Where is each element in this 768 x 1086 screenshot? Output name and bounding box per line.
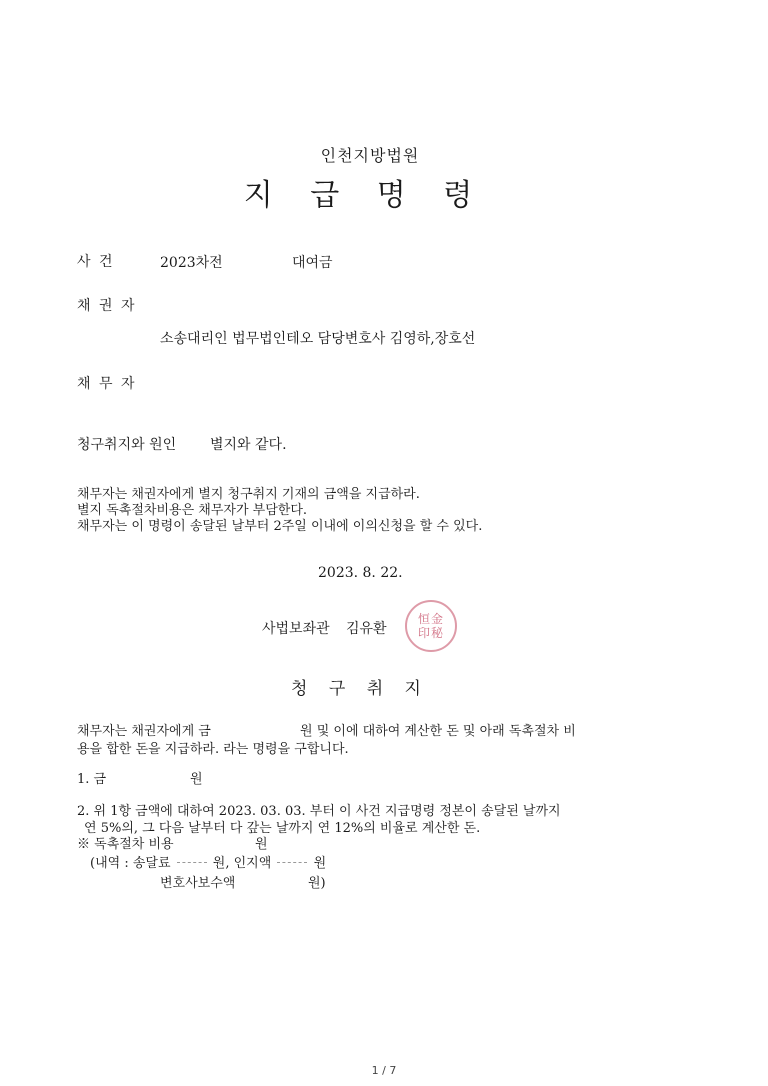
document-title: 지 급 명 령	[243, 178, 487, 213]
order-line: 채무자는 채권자에게 별지 청구취지 기재의 금액을 지급하라.	[77, 487, 420, 502]
debtor-label: 채 무 자	[77, 376, 137, 392]
order-line: 별지 독촉절차비용은 채무자가 부담한다.	[77, 503, 308, 518]
issue-date: 2023. 8. 22.	[318, 565, 403, 581]
claim-title: 청 구 취 지	[291, 679, 429, 699]
item1-prefix: 1. 금	[77, 772, 107, 787]
fee-suffix: 원)	[308, 876, 326, 891]
seal-text: 印秘	[417, 626, 444, 640]
page-number: 1 / 7	[371, 1064, 397, 1077]
item2-line2: 연 5%의, 그 다음 날부터 다 갚는 날까지 연 12%의 비율로 계산한 돈.	[84, 821, 481, 836]
court-name: 인천지방법원	[320, 146, 420, 165]
cost-label: ※ 독촉절차 비용	[77, 837, 174, 852]
cause-value: 별지와 같다.	[210, 437, 287, 453]
signer-name: 김유환	[346, 621, 387, 637]
claim-intro-line2: 용을 합한 돈을 지급하라. 라는 명령을 구합니다.	[77, 742, 349, 757]
fee-label: 변호사보수액	[160, 876, 236, 891]
order-line: 채무자는 이 명령이 송달된 날부터 2주일 이내에 이의신청을 할 수 있다.	[77, 519, 483, 534]
creditor-agent: 소송대리인 법무법인테오 담당변호사 김영하,장호선	[160, 331, 476, 347]
cost-detail	[90, 852, 326, 871]
claim-intro-cont: 원 및 이에 대하여 계산한 돈 및 아래 독촉절차 비	[300, 724, 576, 739]
item1-suffix: 원	[190, 772, 203, 787]
creditor-label: 채 권 자	[77, 298, 137, 314]
item2-line1: 2. 위 1항 금액에 대하여 2023. 03. 03. 부터 이 사건 지급명령 정본이 송달된 날까지	[77, 804, 561, 819]
detail-mid2: 원	[313, 856, 327, 871]
signer-role: 사법보좌관	[262, 621, 330, 637]
redaction-mark	[277, 862, 307, 865]
cause-label: 청구취지와 원인	[77, 437, 177, 453]
seal-text: 恒金	[417, 612, 444, 626]
detail-prefix: (내역 : 송달료	[90, 856, 171, 871]
official-seal	[405, 600, 457, 652]
case-type: 대여금	[292, 255, 333, 271]
detail-mid1: 원, 인지액	[212, 856, 272, 871]
case-number: 2023차전	[160, 255, 223, 271]
case-label: 사 건	[77, 254, 115, 270]
claim-intro: 채무자는 채권자에게 금	[77, 724, 211, 739]
cost-unit: 원	[255, 837, 268, 852]
redaction-mark	[177, 862, 207, 865]
